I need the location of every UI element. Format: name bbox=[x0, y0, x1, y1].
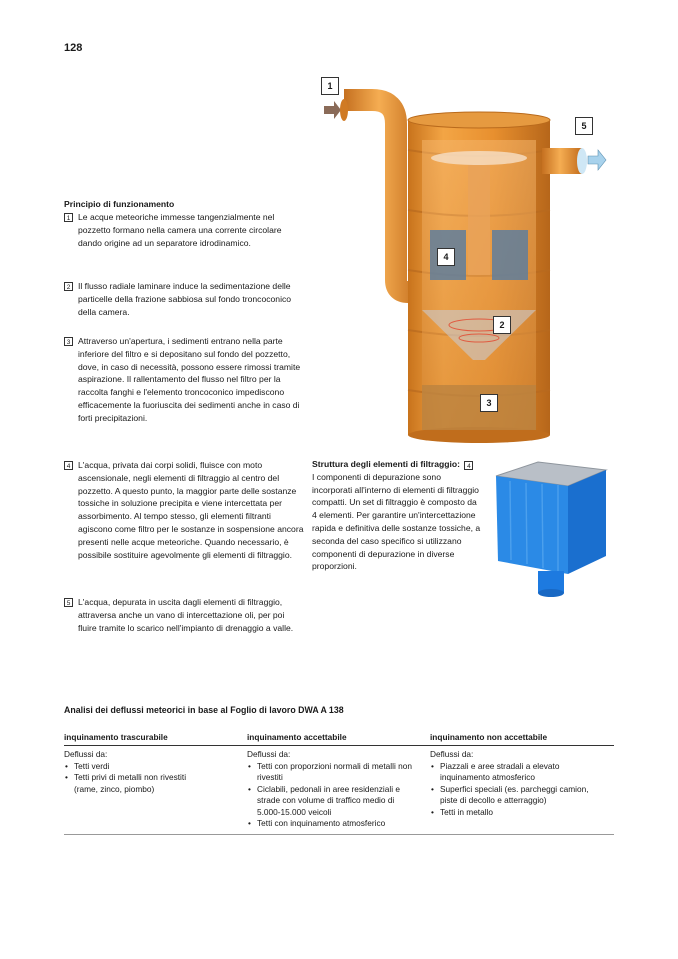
sediment bbox=[422, 385, 536, 430]
column-header: inquinamento non accettabile bbox=[430, 730, 614, 746]
filter-element-right bbox=[492, 230, 528, 280]
list-item: • Tetti con inquinamento atmosferico bbox=[257, 818, 430, 830]
list-item: • Superfici speciali (es. parcheggi camion, piste di decollo e atterraggio) bbox=[440, 784, 614, 807]
item-number: 5 bbox=[64, 598, 73, 607]
filter-element-illustration bbox=[488, 456, 614, 601]
column-header: inquinamento accettabile bbox=[247, 730, 430, 746]
table-title: Analisi dei deflussi meteorici in base al Foglio di lavoro DWA A 138 bbox=[64, 705, 344, 715]
structure-ref: 4 bbox=[464, 461, 473, 470]
item-text: Il flusso radiale laminare induce la sedimentazione delle particelle della frazione sabbiosa sul fondo troncoconico della camera. bbox=[78, 281, 292, 317]
callout-5: 5 bbox=[575, 117, 593, 135]
structure-text: I componenti di depurazione sono incorporati all'interno di elementi di filtraggio compatti. Un set di filtraggio è composto da 4 elementi. Per garantire un'intercettazione rapida e definitiva delle sostanze tossiche, a seconda del caso specifico si utilizzano componenti di depurazione in diverse proporzioni. bbox=[312, 471, 481, 572]
inlet-pipe-mouth bbox=[340, 99, 348, 121]
outlet-pipe-mouth bbox=[577, 148, 587, 174]
runoff-table bbox=[64, 730, 614, 835]
principle-item-5 bbox=[64, 596, 304, 634]
item-number: 1 bbox=[64, 213, 73, 222]
list-item: • Tetti verdi bbox=[74, 761, 247, 773]
filter-front-face bbox=[496, 476, 568, 574]
item-text: L'acqua, depurata in uscita dagli elementi di filtraggio, attraversa anche un vano di intercettazione oli, per poi fluire tramite lo scarico nell'impianto di drenaggio a valle. bbox=[78, 597, 294, 633]
principle-item-3 bbox=[64, 335, 304, 425]
page-number: 128 bbox=[64, 42, 83, 54]
callout-2: 2 bbox=[493, 316, 511, 334]
principle-title: Principio di funzionamento bbox=[64, 199, 175, 209]
filter-outlet-bottom bbox=[538, 589, 564, 597]
principle-item-4 bbox=[64, 459, 304, 561]
outlet-pipe bbox=[542, 148, 582, 174]
item-text: L'acqua, privata dai corpi solidi, fluisce con moto ascensionale, negli elementi di filtraggio al centro del pozzetto. A questo punto, la maggior parte delle sostanze tossiche in soluzione precipita e viene intercettata per assorbimento. Al tempo stesso, gli elementi filtranti agiscono come filtro per le sostanze in sospensione ancora presenti nelle acque meteoriche. Quando necessario, è possibile sostituire agevolmente gli elementi di filtraggio. bbox=[78, 460, 304, 560]
filter-side-face bbox=[568, 470, 606, 574]
list-item: • Tetti con proporzioni normali di metalli non rivestiti bbox=[257, 761, 430, 784]
structure-section bbox=[312, 458, 482, 573]
principle-item-1 bbox=[64, 211, 304, 249]
structure-title: Struttura degli elementi di filtraggio: bbox=[312, 459, 461, 469]
principle-item-2 bbox=[64, 280, 304, 318]
table-header-row bbox=[64, 730, 614, 746]
item-text: Le acque meteoriche immesse tangenzialmente nel pozzetto formano nella camera una corrente circolare dando origine ad un separatore idrodinamico. bbox=[78, 212, 282, 248]
list-item: • Piazzali e aree stradali a elevato inquinamento atmosferico bbox=[440, 761, 614, 784]
shell-top-rim bbox=[408, 112, 550, 128]
cell-intro: Deflussi da: bbox=[430, 749, 474, 759]
outlet-arrow-icon bbox=[588, 150, 606, 170]
callout-1: 1 bbox=[321, 77, 339, 95]
item-number: 2 bbox=[64, 282, 73, 291]
callout-4: 4 bbox=[437, 248, 455, 266]
column-header: inquinamento trascurabile bbox=[64, 730, 247, 746]
cell-intro: Deflussi da: bbox=[247, 749, 291, 759]
table-cell bbox=[64, 746, 247, 835]
top-plate bbox=[431, 151, 527, 165]
inlet-arrow-icon bbox=[324, 101, 341, 119]
callout-3: 3 bbox=[480, 394, 498, 412]
cell-intro: Deflussi da: bbox=[64, 749, 108, 759]
list-item: • Ciclabili, pedonali in aree residenziali e strade con volume di traffico medio di 5.000-15.000 veicoli bbox=[257, 784, 430, 819]
item-number: 3 bbox=[64, 337, 73, 346]
table-cell bbox=[247, 746, 430, 835]
list-item: • Tetti in metallo bbox=[440, 807, 614, 819]
item-number: 4 bbox=[64, 461, 73, 470]
item-text: Attraverso un'apertura, i sedimenti entrano nella parte inferiore del filtro e si depositano sul fondo del pozzetto, dove, in caso di necessità, possono essere rimossi tramite aspirazione. Il rallentamento del flusso nel filtro per la raccolta fanghi e l'elemento troncoconico impediscono efficacemente la fuoriuscita dei sedimenti anche in caso di forti precipitazioni. bbox=[78, 336, 301, 423]
table-row bbox=[64, 746, 614, 835]
central-riser bbox=[468, 165, 490, 275]
table-cell bbox=[430, 746, 614, 835]
list-item: • Tetti privi di metalli non rivestiti (rame, zinco, piombo) bbox=[74, 772, 247, 795]
